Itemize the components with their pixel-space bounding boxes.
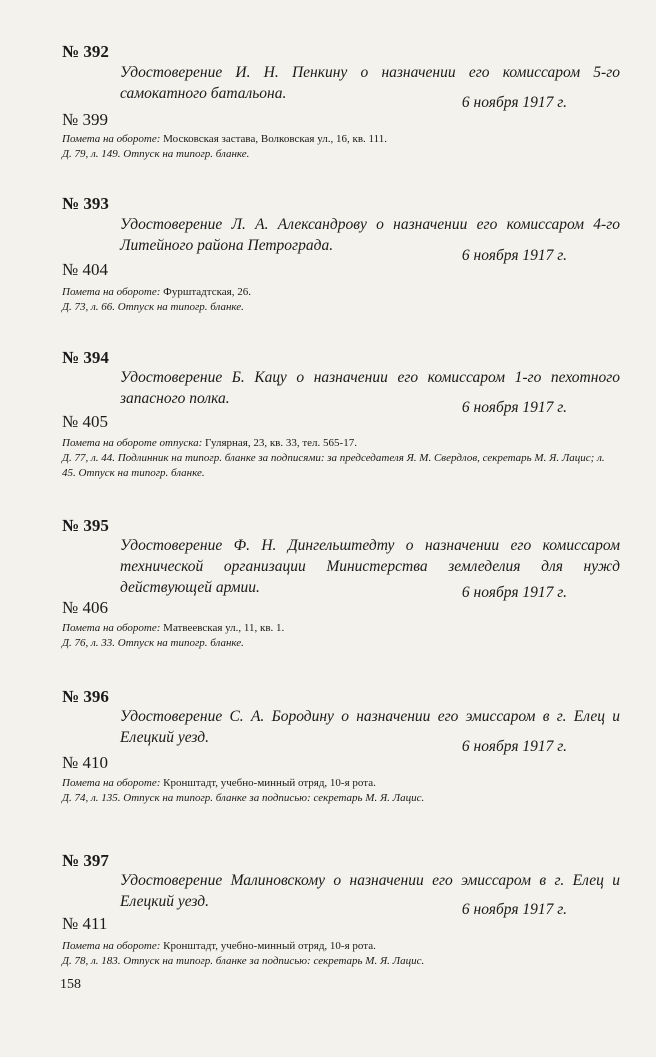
- document-entry: [62, 348, 622, 488]
- entry-source: Д. 73, л. 66. Отпуск на типогр. бланке.: [62, 301, 244, 313]
- entry-date: 6 ноября 1917 г.: [461, 584, 567, 601]
- entry-date: 6 ноября 1917 г.: [461, 738, 567, 755]
- entry-date: 6 ноября 1917 г.: [461, 901, 567, 918]
- document-entry: [62, 42, 622, 162]
- note-label: Пометa на обороте:: [62, 940, 161, 952]
- entry-source: Д. 74, л. 135. Отпуск на типогр. бланке за подписью: секретарь М. Я. Лацис.: [62, 792, 425, 804]
- archive-number: № 399: [62, 110, 108, 129]
- document-entry: [62, 687, 622, 812]
- note-text: Кронштадт, учебно-минный отряд, 10-я рота.: [160, 940, 376, 952]
- entry-note: [62, 285, 617, 315]
- entry-number: № 393: [62, 194, 109, 213]
- entry-title: Удостоверение Ф. Н. Дингельштедту о назначении его комиссаром технической организации Министерства земледелия для нужд действующей армии.: [120, 537, 620, 596]
- note-text: Московская застава, Волковская ул., 16, кв. 111.: [160, 133, 387, 145]
- entry-note: [62, 132, 617, 162]
- archive-number: № 406: [62, 598, 108, 617]
- entry-source: Д. 77, л. 44. Подлинник на типогр. бланке за подписями: за председателя Я. М. Свердлов, секретарь М. Я. Лацис; л. 45. Отпуск на типогр. бланке.: [62, 452, 605, 479]
- entry-source: Д. 76, л. 33. Отпуск на типогр. бланке.: [62, 637, 244, 649]
- entry-date: 6 ноября 1917 г.: [461, 94, 567, 111]
- note-text: Матвеевская ул., 11, кв. 1.: [160, 622, 285, 634]
- archive-number: № 411: [62, 914, 108, 933]
- entry-number: № 395: [62, 516, 109, 535]
- note-label: Пометa на обороте:: [62, 133, 161, 145]
- document-entry: [62, 516, 622, 656]
- note-label: Пометa на обороте отпуска:: [62, 437, 203, 449]
- note-text: Фурштадтская, 26.: [160, 286, 251, 298]
- entry-note: [62, 436, 617, 481]
- archive-number: № 410: [62, 753, 108, 772]
- archive-number: № 404: [62, 260, 108, 279]
- entry-number: № 397: [62, 851, 109, 870]
- entry-number: № 394: [62, 348, 109, 367]
- page-number: 158: [60, 977, 81, 992]
- entry-title: Удостоверение Малиновскому о назначении его эмиссаром в г. Елец и Елецкий уезд.: [120, 872, 620, 910]
- entry-date: 6 ноября 1917 г.: [461, 399, 567, 416]
- entry-title: Удостоверение И. Н. Пенкину о назначении его комиссаром 5-го самокатного батальона.: [120, 64, 620, 102]
- note-label: Пометa на обороте:: [62, 286, 161, 298]
- note-text: Гулярная, 23, кв. 33, тел. 565-17.: [202, 437, 357, 449]
- note-text: Кронштадт, учебно-минный отряд, 10-я рота.: [160, 777, 376, 789]
- note-label: Пометa на обороте:: [62, 777, 161, 789]
- note-label: Пометa на обороте:: [62, 622, 161, 634]
- entry-date: 6 ноября 1917 г.: [461, 247, 567, 264]
- entry-note: [62, 776, 617, 806]
- entry-title: Удостоверение С. А. Бородину о назначении его эмиссаром в г. Елец и Елецкий уезд.: [120, 708, 620, 746]
- entry-number: № 396: [62, 687, 109, 706]
- entry-title: Удостоверение Б. Кацу о назначении его комиссаром 1-го пехотного запасного полка.: [120, 369, 620, 407]
- entry-source: Д. 79, л. 149. Отпуск на типогр. бланке.: [62, 148, 250, 160]
- document-entry: [62, 194, 622, 324]
- entry-title: Удостоверение Л. А. Александрову о назначении его комиссаром 4-го Литейного района Петрограда.: [120, 216, 620, 254]
- entry-number: № 392: [62, 42, 109, 61]
- archive-number: № 405: [62, 412, 108, 431]
- entry-note: [62, 939, 617, 969]
- document-entry: [62, 851, 622, 976]
- entry-source: Д. 78, л. 183. Отпуск на типогр. бланке за подписью: секретарь М. Я. Лацис.: [62, 955, 425, 967]
- entry-note: [62, 621, 617, 651]
